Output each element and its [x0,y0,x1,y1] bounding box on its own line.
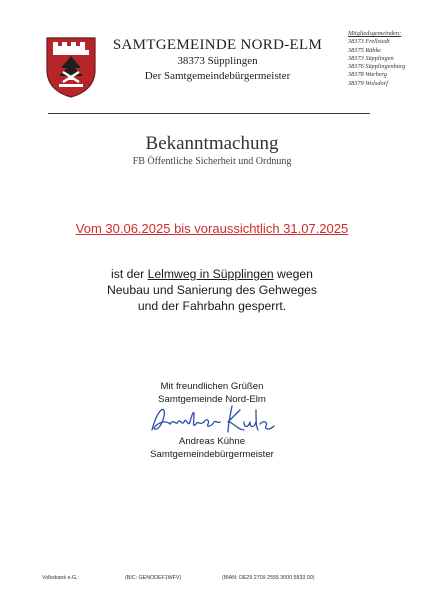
footer-bank: Volksbank e.G.: [42,575,80,581]
list-item: 38373 Süpplingen [348,54,394,62]
footer-iban: (IBAN: DE29 2709 2555 3000 5833 00) [222,575,315,581]
list-item: 38376 Süpplingenburg [348,63,406,71]
notice-body [0,266,424,314]
organization-address: 38373 Süpplingen [177,55,258,67]
notice-body-suffix: wegen [273,267,313,281]
handwritten-signature [148,400,278,438]
signer-title: Samtgemeindebürgermeister [150,448,274,460]
header-divider [48,113,370,114]
notice-body-line-1 [0,266,424,282]
letterhead [110,36,325,84]
member-municipalities-list [348,30,424,88]
organization-name: SAMTGEMEINDE NORD-ELM [112,37,323,53]
signer-block [0,436,424,461]
list-item: 38378 Warberg [348,71,387,79]
notice-body-line-3: und der Fahrbahn gesperrt. [137,299,287,313]
municipal-coat-of-arms-icon [45,36,97,98]
organization-office: Der Samtgemeindebürgermeister [144,70,291,82]
list-item: 38375 Räbke [348,46,382,54]
list-item: 38379 Wolsdorf [348,79,388,87]
notice-subtitle: FB Öffentliche Sicherheit und Ordnung [132,156,292,167]
notice-body-line-2: Neubau und Sanierung des Gehweges [106,283,318,297]
member-municipalities-heading: Mitgliedsgemeinden: [348,30,402,37]
street-name: Lelmweg in Süpplingen [147,267,274,281]
notice-title: Bekanntmachung [145,133,279,154]
signer-name: Andreas Kühne [178,436,246,447]
footer-bic: (BIC: GENODEF1WFV) [125,575,182,581]
closing-organization: Samtgemeinde Nord-Elm [158,394,266,405]
notice-body-prefix: ist der [111,267,148,281]
list-item: 38373 Frellstedt [348,38,390,46]
closing-greeting: Mit freundlichen Grüßen [160,381,264,392]
closure-date-range: Vom 30.06.2025 bis voraussichtlich 31.07.2025 [75,221,349,236]
